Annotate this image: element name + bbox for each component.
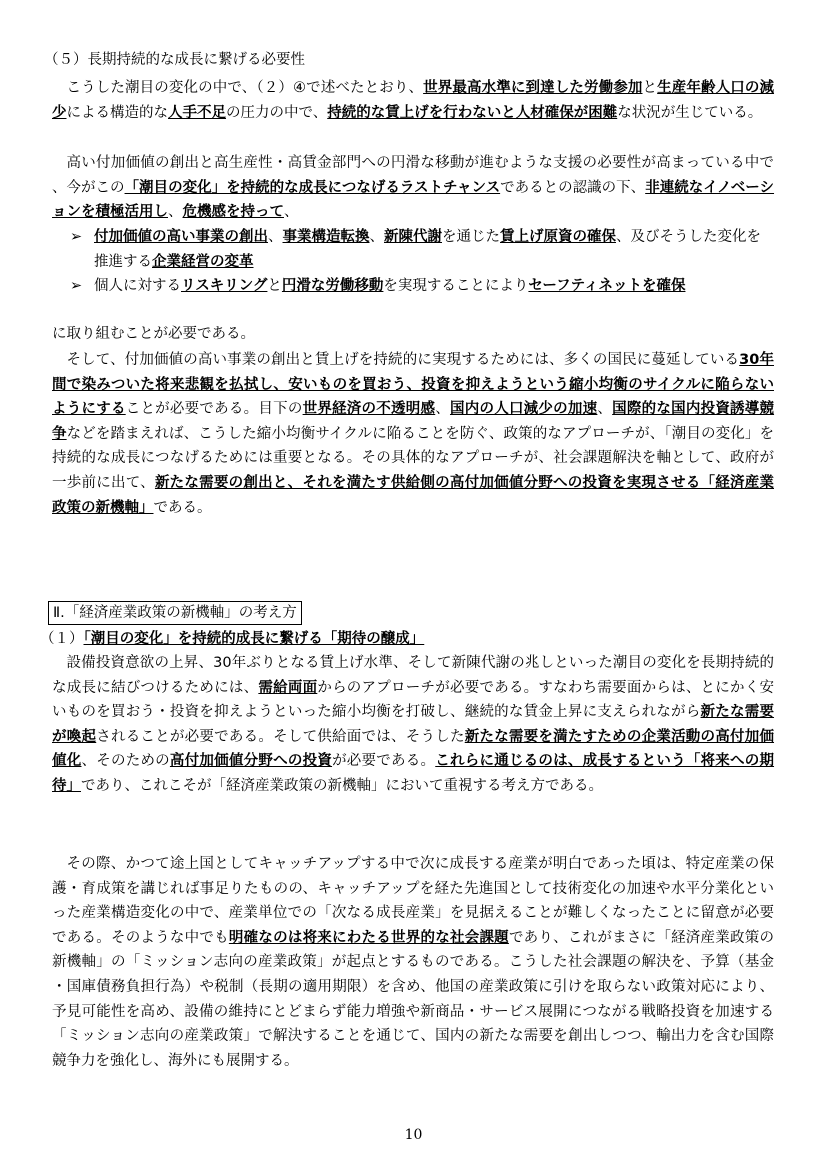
bullet-list	[70, 225, 774, 299]
text-run: 、	[284, 204, 299, 221]
bullet-text	[94, 278, 685, 294]
text-run: であるとの認識の下、	[500, 179, 646, 196]
paragraph: に取り組むことが必要である。	[52, 326, 255, 342]
text-run: ことが必要である。目下の	[125, 401, 303, 418]
emphasis-text: 高付加価値分野への投資	[169, 753, 333, 770]
emphasis-text: セーフティネットを確保	[528, 278, 686, 295]
subsection-heading	[40, 628, 424, 650]
emphasis-text: 新たな需要を満たすための企業活動の高付加価値化	[52, 728, 775, 770]
emphasis-text: 付加価値の高い事業の創出	[94, 229, 268, 245]
page-number: 10	[404, 1127, 423, 1143]
paragraph	[52, 151, 774, 225]
text-run: 、	[597, 401, 613, 418]
bullet-item	[70, 225, 774, 274]
text-run: こうした潮目の変化の中で、（２）④で述べたとおり、	[66, 80, 424, 96]
text-run: 、	[369, 229, 384, 245]
text-run: であり、これがまさに「経済産業政策の新機軸」の「ミッション志向の産業政策」が起点とするものである。こうした社会課題の解決を、予算（基金・国庫債務負担行為）や税制（長期の適用期限）を含め、他国の産業政策に引けを取らない政策対応により、予見可能性を高め、設備の維持にとどまらず能力増強や新商品・サービス展開につながる戦略投資を加速する「ミッション志向の産業政策」で解決することを通じて、国内の新たな需要を創出しつつ、輸出力を含む国際競争力を強化し、海外にも展開する。	[52, 929, 775, 1069]
emphasis-text: 「潮目の変化」を持続的成長に繋げる「期待の醸成」	[83, 631, 425, 647]
emphasis-text: 国内の人口減少の加速	[449, 401, 598, 418]
text-run: による構造的な	[66, 104, 168, 121]
text-run: 、及びそうした変化を推進する	[94, 229, 761, 270]
text-run: を通じた	[442, 229, 500, 245]
text-run: されることが必要である。そして供給面では、そうした	[96, 728, 465, 745]
text-run: 個人に対する	[94, 278, 181, 295]
text-run: 、	[435, 401, 450, 418]
emphasis-text: 新たな需要が喚起	[52, 704, 775, 745]
emphasis-text: 30年間で染みついた将来悲観を払拭し、安いものを買おう、投資を抑えようという縮小均衡のサイクルに陥らないようにする	[52, 352, 774, 418]
chapter-heading: Ⅱ.「経済産業政策の新機軸」の考え方	[48, 601, 302, 625]
emphasis-text: 需給両面	[258, 679, 318, 696]
text-run: を実現することにより	[383, 278, 529, 295]
text-run: 設備投資意欲の上昇、30年ぶりとなる賃上げ水準、そして新陳代謝の兆しといった潮目の変化を長期持続的な成長に結びつけるためには、	[52, 655, 774, 696]
emphasis-text: 持続的な賃上げを行わないと人材確保が困難	[327, 104, 618, 121]
bullet-text	[94, 229, 761, 270]
text-run: であり、これこそが「経済産業政策の新機軸」において重視する考え方である。	[81, 777, 603, 794]
bullet-item	[70, 274, 774, 299]
emphasis-text: 円滑な労働移動	[281, 278, 384, 295]
section-heading: （５）長期持続的な成長に繋げる必要性	[44, 52, 305, 68]
text-run: の圧力の中で、	[226, 104, 328, 121]
text-run: その際、かつて途上国としてキャッチアップする中で次に成長する産業が明白であった頃は、特定産業の保護・育成策を講じれば事足りたものの、キャッチアップを経た先進国として技術変化の加速や水平分業化といった産業構造変化の中で、産業単位での「次なる成長産業」を見据えることが難しくなったことに留意が必要である。そのような中でも	[52, 856, 774, 946]
text-run: 、	[168, 204, 183, 221]
emphasis-text: 企業経営の変革	[152, 253, 254, 270]
text-run: 、	[268, 229, 283, 245]
emphasis-text: 新たな需要の創出と、それを満たす供給側の高付加価値分野への投資を実現させる「経済産業政策の新機軸」	[52, 474, 774, 516]
emphasis-text: 国際的な国内投資誘導競争	[52, 401, 775, 442]
emphasis-text: 世界経済の不透明感	[302, 401, 436, 418]
emphasis-text: 世界最高水準に到達した労働参加	[423, 80, 643, 96]
paragraph	[52, 651, 774, 799]
emphasis-text: リスキリング	[181, 278, 268, 295]
text-run: からのアプローチが必要である。すなわち需要面からは、とにかく安いものを買おう・投資を抑えようといった縮小均衡を打破し、継続的な賃金上昇に支えられながら	[52, 679, 775, 721]
emphasis-text: 危機感を持って	[182, 204, 284, 221]
emphasis-text: これらに通じるのは、成長するという「将来への期待」	[52, 753, 775, 794]
emphasis-text: 賃上げ原資の確保	[500, 229, 616, 245]
text-run: と	[642, 80, 658, 96]
paragraph	[52, 76, 774, 125]
text-run: 、そのための	[81, 753, 170, 770]
paragraph	[52, 348, 774, 520]
text-run: が必要である。	[332, 753, 436, 770]
text-run: な状況が生じている。	[617, 104, 763, 121]
emphasis-text: 明確なのは将来にわたる世界的な社会課題	[228, 929, 509, 946]
emphasis-text: 生産年齢人口の減少	[52, 80, 775, 121]
text-run: 高い付加価値の創出と高生産性・高賃金部門への円滑な移動が進むような支援の必要性が高まっている中で、今がこの	[52, 155, 774, 196]
text-run: そして、付加価値の高い事業の創出と賃上げを持続的に実現するためには、多くの国民に蔓延している	[66, 352, 740, 368]
text-run: である。	[153, 499, 212, 516]
emphasis-text: 非連続なイノベーションを積極活用し	[52, 179, 775, 221]
emphasis-text: 事業構造転換	[282, 229, 370, 245]
emphasis-text: 新陳代謝	[384, 229, 442, 245]
arrow-bullet-icon: ➢	[70, 229, 83, 245]
emphasis-text: 人手不足	[168, 104, 226, 121]
text-run: （１）	[40, 631, 84, 647]
text-run: と	[267, 278, 282, 295]
arrow-bullet-icon: ➢	[70, 278, 83, 295]
paragraph	[52, 852, 774, 1073]
text-run: などを踏まえれば、こうした縮小均衡サイクルに陥ることを防ぐ、政策的なアプローチが、「潮目の変化」を持続的な成長につなげるためには重要となる。その具体的なアプローチが、社会課題解決を軸として、政府が一歩前に出て、	[52, 425, 775, 491]
emphasis-text: 「潮目の変化」を持続的な成長につなげるラストチャンス	[124, 179, 501, 196]
